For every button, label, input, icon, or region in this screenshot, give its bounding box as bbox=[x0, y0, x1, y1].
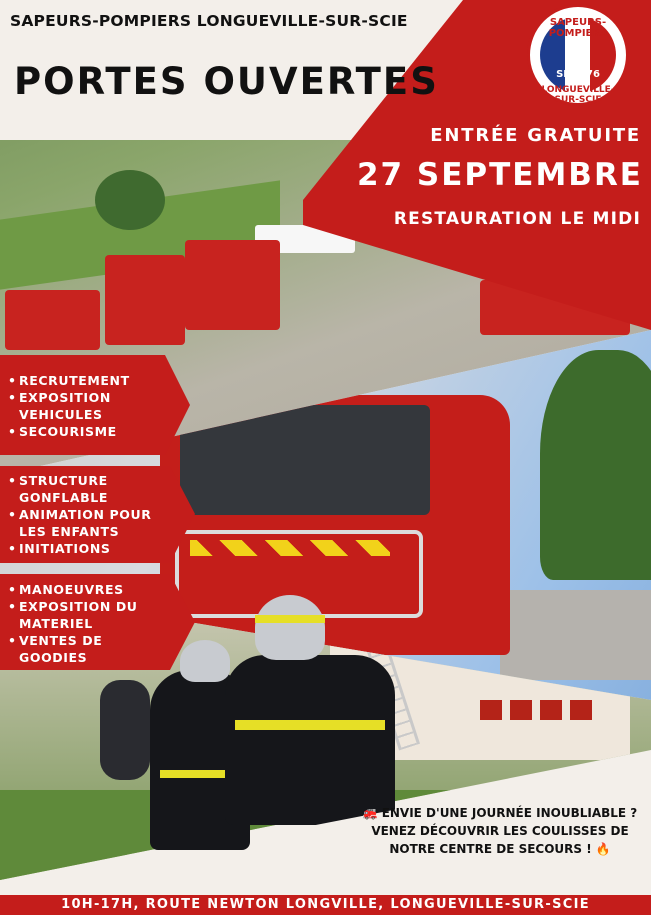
photo-window bbox=[540, 700, 562, 720]
station-name: SAPEURS-POMPIERS LONGUEVILLE-SUR-SCIE bbox=[10, 12, 408, 30]
logo-text-top: SAPEURS-POMPIERS bbox=[548, 17, 608, 39]
activity-list-2 bbox=[8, 472, 152, 557]
promo-line: NOTRE CENTRE DE SECOURS ! 🔥 bbox=[389, 842, 611, 856]
reflective-band bbox=[255, 615, 325, 623]
photo-tree bbox=[540, 350, 651, 580]
activity-item: • STRUCTURE bbox=[8, 472, 152, 489]
photo-window bbox=[570, 700, 592, 720]
photo-tree bbox=[95, 170, 165, 230]
promo-line: 🚒 ENVIE D'UNE JOURNÉE INOUBLIABLE ? bbox=[362, 806, 638, 820]
firefighter-helmet bbox=[180, 640, 230, 682]
activity-item: LES ENFANTS bbox=[19, 524, 120, 539]
footer-address: 10H-17H, ROUTE NEWTON LONGVILLE, LONGUEVILLE-SUR-SCIE bbox=[0, 895, 651, 915]
activity-item: GONFLABLE bbox=[19, 490, 108, 505]
vintage-fire-truck bbox=[105, 255, 185, 345]
activity-item: GOODIES bbox=[19, 650, 88, 665]
promo-text bbox=[355, 804, 645, 858]
activity-item: • EXPOSITION bbox=[8, 389, 130, 406]
event-date: 27 SEPTEMBRE bbox=[356, 157, 643, 193]
firefighter-body bbox=[225, 655, 395, 825]
sdis-logo bbox=[527, 4, 629, 106]
activity-list-3 bbox=[8, 581, 138, 666]
photo-road bbox=[500, 590, 651, 680]
photo-window bbox=[480, 700, 502, 720]
firefighter-figure bbox=[225, 595, 395, 825]
activity-item: • RECRUTEMENT bbox=[8, 372, 130, 389]
fire-truck-icon: 🚒 bbox=[362, 806, 378, 820]
promo-line: VENEZ DÉCOUVRIR LES COULISSES DE bbox=[371, 824, 629, 838]
activity-item: • MANOEUVRES bbox=[8, 581, 138, 598]
vintage-fire-truck bbox=[185, 240, 280, 330]
activity-item: • EXPOSITION DU bbox=[8, 598, 138, 615]
truck-chevron-stripe bbox=[190, 540, 390, 556]
lunch-catering-text: RESTAURATION LE MIDI bbox=[393, 209, 641, 229]
activity-item: • VENTES DE bbox=[8, 632, 138, 649]
activity-item: VEHICULES bbox=[19, 407, 103, 422]
logo-text-mid: SDIS 76 bbox=[556, 69, 600, 80]
activity-list-1 bbox=[8, 372, 130, 440]
activity-item: • SECOURISME bbox=[8, 423, 130, 440]
activity-item: • ANIMATION POUR bbox=[8, 506, 152, 523]
firefighter-helmet bbox=[255, 595, 325, 660]
photo-window bbox=[510, 700, 532, 720]
activity-item: • INITIATIONS bbox=[8, 540, 152, 557]
page-title: PORTES OUVERTES bbox=[14, 60, 439, 103]
fire-icon: 🔥 bbox=[595, 842, 611, 856]
free-entry-text: ENTRÉE GRATUITE bbox=[430, 125, 641, 146]
reflective-band bbox=[235, 720, 385, 730]
vintage-fire-truck bbox=[5, 290, 100, 350]
logo-text-bottom: LONGUEVILLE-SUR-SCIE bbox=[541, 85, 615, 105]
breathing-apparatus bbox=[100, 680, 160, 780]
air-tank bbox=[100, 680, 150, 780]
activity-item: MATERIEL bbox=[19, 616, 93, 631]
